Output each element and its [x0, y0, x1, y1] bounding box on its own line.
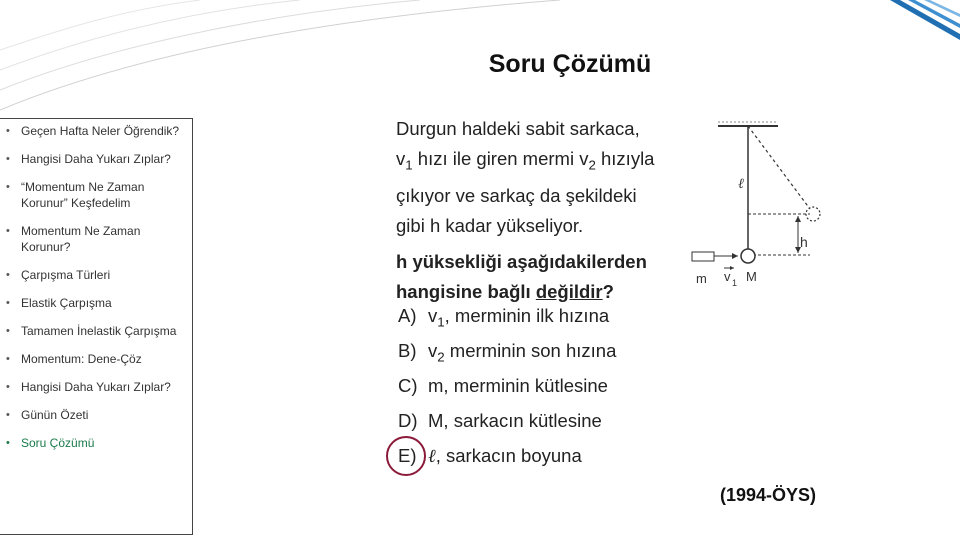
decorative-corner-stripes [890, 0, 960, 40]
sidebar-item[interactable]: • Momentum Ne Zaman Korunur? [0, 223, 192, 255]
sidebar-item[interactable]: • Momentum: Dene-Çöz [0, 351, 192, 367]
sidebar-item[interactable]: • Elastik Çarpışma [0, 295, 192, 311]
option-text: , sarkacın boyuna [435, 445, 582, 466]
sidebar-item[interactable]: • Soru Çözümü [0, 435, 192, 451]
sidebar-item[interactable]: • Günün Özeti [0, 407, 192, 423]
option-text: , merminin ilk hızına [444, 305, 610, 326]
question-ask [396, 247, 686, 307]
option-subscript: 1 [437, 314, 445, 330]
sidebar-item[interactable]: • “Momentum Ne Zaman Korunur” Keşfedelim [0, 179, 192, 211]
question-source: (1994-ÖYS) [720, 485, 817, 505]
height-label: h [800, 234, 808, 250]
sidebar-item[interactable]: • Tamamen İnelastik Çarpışma [0, 323, 192, 339]
option-subscript: 2 [437, 349, 445, 365]
question-ask-line-1: h yüksekliği aşağıdakilerden [396, 250, 647, 272]
agenda-list [0, 119, 192, 451]
option-text: , sarkacın kütlesine [443, 410, 602, 431]
option-symbol: ℓ [428, 447, 436, 467]
option-letter: E) [398, 445, 417, 466]
option-symbol: M [428, 410, 444, 431]
answer-option [398, 440, 678, 475]
sidebar-item[interactable]: • Çarpışma Türleri [0, 267, 192, 283]
option-text: , merminin kütlesine [443, 375, 608, 396]
question-ask-line-2: hangisine bağlı değildir? [396, 280, 614, 302]
slide-title: Soru Çözümü [488, 50, 652, 78]
question-line-3: çıkıyor ve sarkaç da şekildeki [396, 184, 637, 206]
question-intro [396, 114, 686, 241]
option-letter: A) [398, 305, 417, 326]
sidebar-item[interactable]: • Hangisi Daha Yukarı Zıplar? [0, 379, 192, 395]
velocity-sub-label: 1 [732, 278, 738, 288]
answer-option [398, 370, 678, 405]
option-symbol: m [428, 375, 444, 396]
question-text [396, 114, 686, 307]
pendulum-diagram [686, 116, 846, 296]
bullet-mass-label: m [696, 271, 707, 286]
option-letter: B) [398, 340, 417, 361]
sidebar-agenda [0, 118, 193, 535]
answer-highlight-circle [386, 436, 426, 476]
length-label: ℓ [738, 177, 744, 192]
option-symbol: v [428, 340, 438, 361]
pendulum-mass-label: M [746, 269, 757, 284]
answer-option [398, 300, 678, 335]
bullet [692, 252, 714, 261]
sidebar-item[interactable]: • Geçen Hafta Neler Öğrendik? [0, 123, 192, 139]
velocity-label: v [724, 269, 731, 284]
option-letter: D) [398, 410, 418, 431]
option-text: merminin son hızına [444, 340, 617, 361]
pendulum-bob [741, 249, 755, 263]
question-line-1: Durgun haldeki sabit sarkaca, [396, 118, 640, 139]
option-symbol: v [428, 305, 438, 326]
answer-option [398, 405, 678, 440]
swung-string [748, 126, 810, 209]
question-line-4: gibi h kadar yükseliyor. [396, 214, 584, 236]
sidebar-item[interactable]: • Hangisi Daha Yukarı Zıplar? [0, 151, 192, 167]
question-line-2: $v_1$ hızı ile giren mermi $v_2$ hızıyla [396, 148, 655, 173]
option-letter: C) [398, 375, 418, 396]
answer-options [398, 300, 678, 475]
answer-option [398, 335, 678, 370]
